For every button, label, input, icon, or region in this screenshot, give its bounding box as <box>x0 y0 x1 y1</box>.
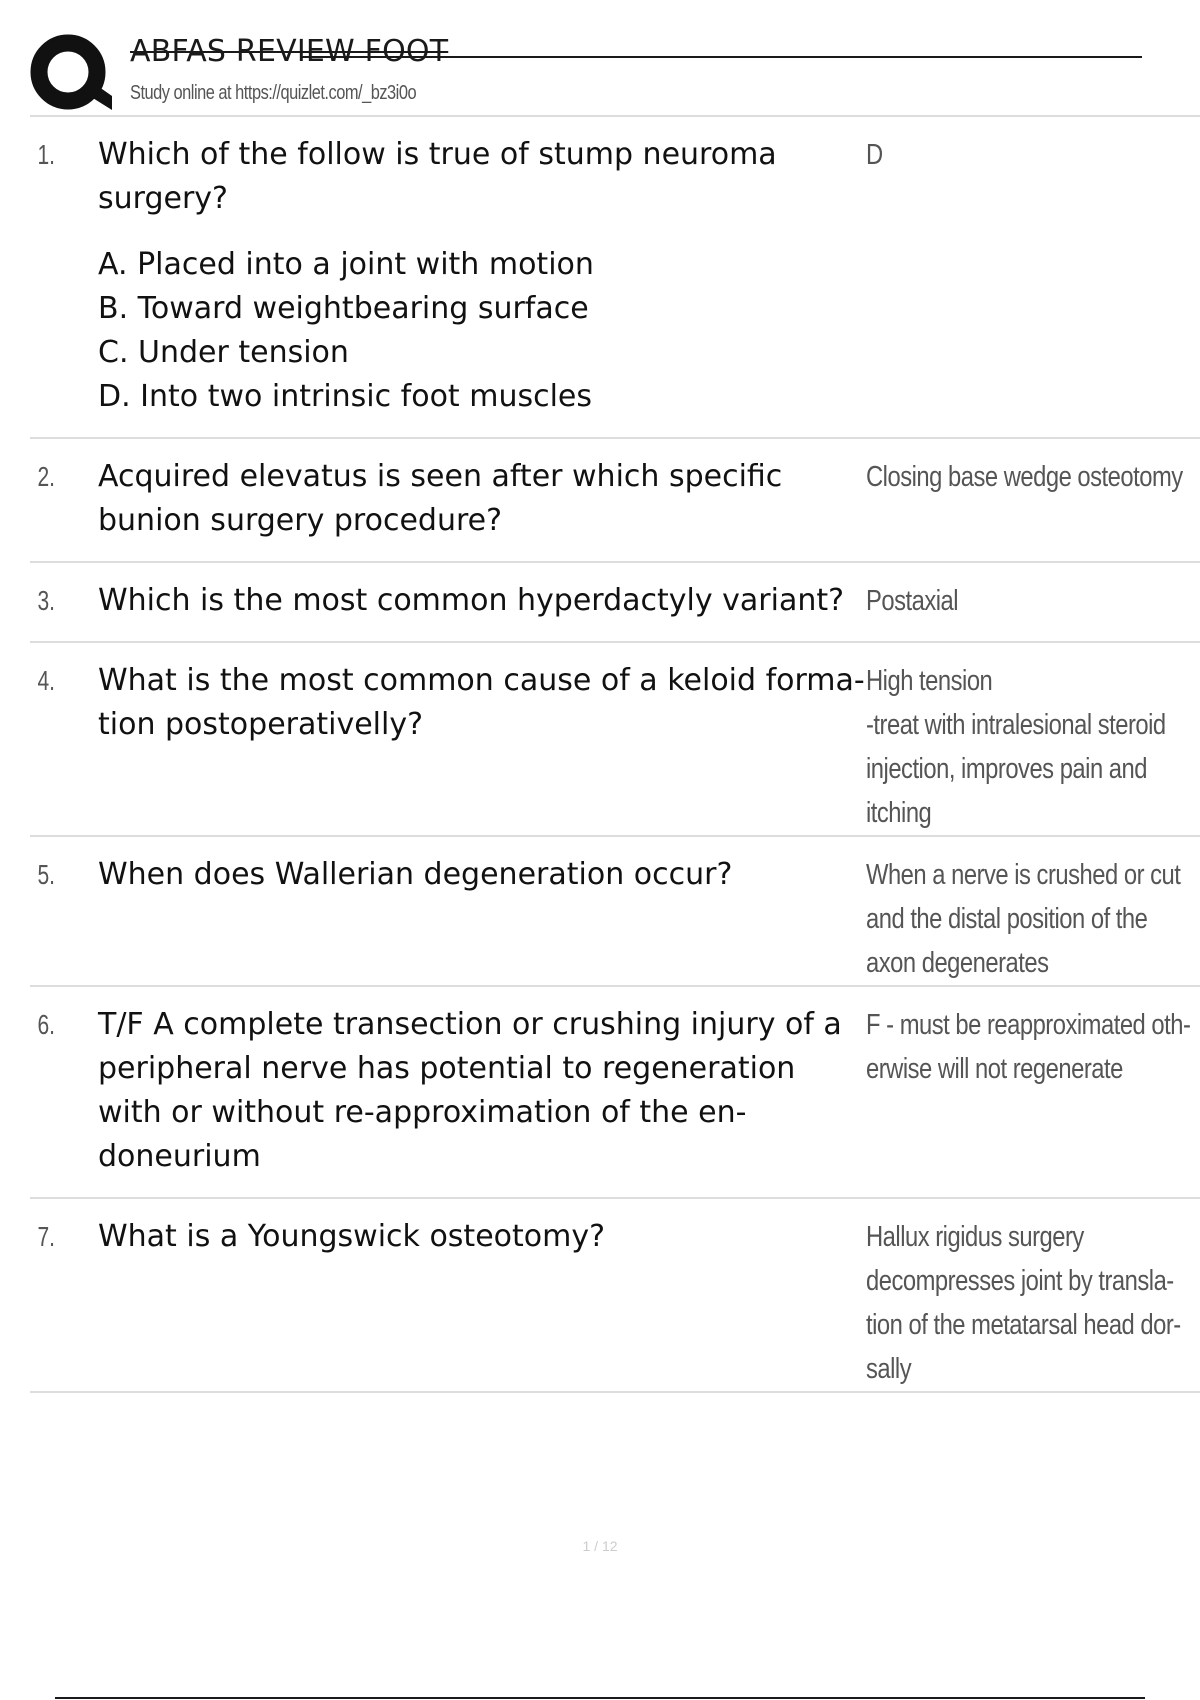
page-title: ABFAS REVIEW FOOT <box>130 34 449 69</box>
flashcard-row <box>30 837 1200 987</box>
definition-line: Postaxial <box>866 585 959 617</box>
definition-line: D <box>866 139 883 171</box>
definition-line: axon degenerates <box>866 947 1049 979</box>
answer-option: B. Toward weightbearing surface <box>98 291 589 326</box>
card-definition <box>866 1199 1181 1391</box>
card-number: 3. <box>37 585 56 616</box>
flashcard-row <box>30 117 1200 439</box>
answer-options <box>98 243 866 419</box>
definition-line: erwise will not regenerate <box>866 1053 1123 1085</box>
card-term <box>98 117 866 437</box>
card-definition <box>866 117 1166 177</box>
definition-line: injection, improves pain and <box>866 753 1148 785</box>
question-text: What is the most common cause of a keloid formation postoperativelly? <box>98 663 865 742</box>
card-term <box>98 643 866 765</box>
card-definition <box>866 987 1191 1091</box>
question-text: When does Wallerian degeneration occur? <box>98 857 733 892</box>
flashcard-row <box>30 439 1200 563</box>
card-number: 4. <box>37 665 56 696</box>
definition-line: Hallux rigidus surgery <box>866 1221 1084 1253</box>
flashcard-row <box>30 643 1200 837</box>
definition-line: Closing base wedge osteotomy <box>866 461 1183 493</box>
card-term <box>98 1199 866 1277</box>
question-text: Which is the most common hyperdactyly variant? <box>98 583 845 618</box>
card-term <box>98 987 866 1197</box>
definition-line: and the distal position of the <box>866 903 1148 935</box>
answer-option: A. Placed into a joint with motion <box>98 247 594 282</box>
flashcard-list <box>30 117 1200 1393</box>
question-text: Acquired elevatus is seen after which specific bunion surgery procedure? <box>98 459 783 538</box>
definition-line: F - must be reapproximated oth- <box>866 1009 1191 1041</box>
question-text: What is a Youngswick osteotomy? <box>98 1219 606 1254</box>
card-definition <box>866 837 1181 985</box>
definition-line: When a nerve is crushed or cut <box>866 859 1181 891</box>
card-definition <box>866 643 1166 835</box>
card-number: 1. <box>37 139 56 170</box>
flashcard-row <box>30 1199 1200 1393</box>
definition-line: High tension <box>866 665 993 697</box>
definition-line: itching <box>866 797 932 829</box>
page-number: 1 / 12 <box>582 1538 618 1554</box>
card-term <box>98 439 866 561</box>
title-rule <box>300 56 1142 58</box>
definition-line: sally <box>866 1353 912 1385</box>
answer-option: C. Under tension <box>98 335 349 370</box>
card-number: 2. <box>37 461 56 492</box>
flashcard-row <box>30 563 1200 643</box>
study-link[interactable]: Study online at https://quizlet.com/_bz3i0o <box>130 82 417 104</box>
answer-option: D. Into two intrinsic foot muscles <box>98 379 593 414</box>
question-text: T/F A complete transection or crushing injury of a peripheral nerve has potential to regeneration with or without re-approximation of the endoneurium <box>98 1007 842 1174</box>
card-definition <box>866 563 1166 623</box>
footer-divider <box>55 1697 1145 1699</box>
card-number: 7. <box>37 1221 56 1252</box>
card-number: 5. <box>37 859 56 890</box>
card-term <box>98 563 866 641</box>
card-definition <box>866 439 1183 499</box>
flashcard-row <box>30 987 1200 1199</box>
card-term <box>98 837 866 915</box>
definition-line: decompresses joint by transla- <box>866 1265 1174 1297</box>
quizlet-q-logo-icon <box>30 32 114 114</box>
definition-line: -treat with intralesional steroid <box>866 709 1166 741</box>
definition-line: tion of the metatarsal head dor- <box>866 1309 1181 1341</box>
card-number: 6. <box>37 1009 56 1040</box>
question-text: Which of the follow is true of stump neuroma surgery? <box>98 137 777 216</box>
